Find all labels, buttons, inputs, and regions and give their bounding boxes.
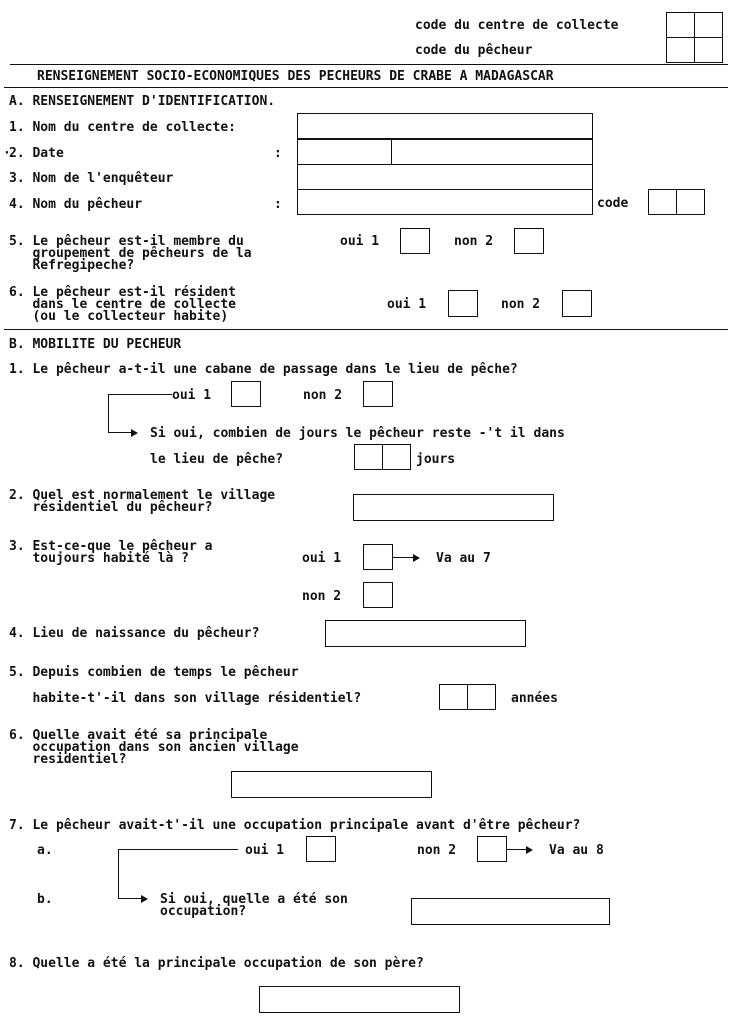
b-q3-non-checkbox[interactable] — [363, 582, 393, 608]
centre-code-box-1[interactable] — [666, 12, 695, 38]
a-q4-colon: : — [274, 197, 282, 212]
b-q1-bracket-bottom — [108, 432, 132, 433]
a-q4-code-label: code — [597, 196, 629, 211]
a-q6-oui-checkbox[interactable] — [448, 290, 478, 317]
b-q5-annees-label: années — [511, 691, 558, 706]
b-q1-followup: Si oui, combien de jours le pêcheur reste -'t il dans — [150, 426, 565, 441]
b-q8-pere-occupation-field[interactable] — [259, 986, 460, 1013]
b-q3-oui-checkbox[interactable] — [363, 544, 393, 570]
b-q7-a-label: a. — [37, 843, 53, 858]
a-q5-oui-checkbox[interactable] — [400, 228, 430, 254]
b-q7-occupation-field[interactable] — [411, 898, 610, 925]
b-q7-goto: Va au 8 — [549, 843, 604, 858]
b-q3-arrow-icon — [413, 554, 420, 562]
b-q7-goto-arrow-icon — [526, 846, 533, 854]
b-q7-b-line-1: Si oui, quelle a été son — [160, 892, 348, 907]
a-q1-label: 1. Nom du centre de collecte: — [9, 120, 236, 135]
a-q5-non-checkbox[interactable] — [514, 228, 544, 254]
b-q1-non-label: non 2 — [303, 388, 343, 403]
b-q7-bracket-bottom — [118, 898, 142, 899]
title-top-rule — [10, 64, 728, 65]
a-q4-pecheur-field[interactable] — [297, 189, 593, 215]
b-q6-occupation-field[interactable] — [231, 771, 432, 798]
b-q3-line-2: toujours habité là ? — [9, 551, 190, 566]
b-q4-label: 4. Lieu de naissance du pêcheur? — [9, 626, 260, 641]
section-divider — [4, 329, 728, 330]
pecheur-code-box-2[interactable] — [694, 37, 723, 63]
b-q3-arrow-line — [393, 557, 414, 558]
b-q8-label: 8. Quelle a été la principale occupation de son père? — [9, 956, 424, 971]
b-q5-annees-box-1[interactable] — [439, 684, 468, 710]
b-q7-arrow-icon — [141, 895, 148, 903]
pecheur-code-box-1[interactable] — [666, 37, 695, 63]
form-title: RENSEIGNEMENT SOCIO-ECONOMIQUES DES PECHEURS DE CRABE A MADAGASCAR — [37, 69, 554, 84]
b-q3-non-label: non 2 — [302, 589, 342, 604]
section-b-heading: B. MOBILITE DU PECHEUR — [9, 337, 182, 352]
b-q5-line-1: 5. Depuis combien de temps le pêcheur — [9, 665, 299, 680]
b-q1-oui-label: oui 1 — [172, 388, 212, 403]
b-q2-village-field[interactable] — [353, 494, 554, 521]
a-q2-date-field-1[interactable] — [297, 139, 393, 165]
b-q7-non-checkbox[interactable] — [477, 836, 507, 862]
b-q2-line-2: résidentiel du pêcheur? — [9, 500, 213, 515]
b-q6-line-1: 6. Quelle avait été sa principale — [9, 728, 268, 743]
b-q5-line-2: habite-t'-il dans son village résidentiel? — [9, 691, 362, 706]
b-q1-jours-box-2[interactable] — [382, 444, 411, 470]
a-q5-line-1: 5. Le pêcheur est-il membre du — [9, 234, 244, 249]
a-q6-non-label: non 2 — [501, 297, 541, 312]
a-q6-line-2: dans le centre de collecte — [9, 297, 236, 312]
b-q3-oui-label: oui 1 — [302, 551, 342, 566]
b-q3-line-1: 3. Est-ce-que le pêcheur a — [9, 539, 213, 554]
b-q4-naissance-field[interactable] — [325, 620, 526, 647]
b-q1-arrow-icon — [131, 429, 138, 437]
title-bottom-rule — [4, 87, 728, 88]
section-a-heading: A. RENSEIGNEMENT D'IDENTIFICATION. — [9, 94, 276, 109]
a-q4-code-box-1[interactable] — [648, 189, 677, 215]
a-q2-mark: · — [3, 146, 11, 161]
b-q7-label: 7. Le pêcheur avait-t'-il une occupation principale avant d'être pêcheur? — [9, 818, 581, 833]
b-q7-oui-label: oui 1 — [245, 843, 285, 858]
pecheur-code-label: code du pêcheur — [415, 43, 533, 58]
a-q5-oui-label: oui 1 — [340, 234, 380, 249]
a-q4-label: 4. Nom du pêcheur — [9, 197, 143, 212]
a-q3-enqueteur-field[interactable] — [297, 164, 593, 190]
b-q5-annees-box-2[interactable] — [467, 684, 496, 710]
a-q6-line-3: (ou le collecteur habite) — [9, 309, 229, 324]
b-q6-line-2: occupation dans son ancien village — [9, 740, 299, 755]
a-q5-non-label: non 2 — [454, 234, 494, 249]
a-q2-colon: : — [274, 146, 282, 161]
b-q1-jours-box-1[interactable] — [354, 444, 383, 470]
a-q5-line-3: Refregipeche? — [9, 258, 135, 273]
b-q7-b-line-2: occupation? — [160, 904, 247, 919]
centre-code-label: code du centre de collecte — [415, 18, 619, 33]
a-q2-label: 2. Date — [9, 146, 64, 161]
a-q1-centre-field[interactable] — [297, 113, 593, 139]
centre-code-box-2[interactable] — [694, 12, 723, 38]
b-q7-b-label: b. — [37, 892, 53, 907]
a-q2-date-field-2[interactable] — [391, 139, 593, 165]
b-q7-bracket-side — [118, 849, 119, 899]
b-q1-non-checkbox[interactable] — [363, 381, 393, 407]
b-q1-jours-label: jours — [416, 452, 456, 467]
a-q6-oui-label: oui 1 — [387, 297, 427, 312]
a-q6-non-checkbox[interactable] — [562, 290, 592, 317]
a-q4-code-box-2[interactable] — [676, 189, 705, 215]
b-q6-line-3: residentiel? — [9, 752, 127, 767]
b-q1-bracket-side — [108, 394, 109, 433]
a-q3-label: 3. Nom de l'enquêteur — [9, 171, 174, 186]
b-q7-non-label: non 2 — [417, 843, 457, 858]
b-q7-arrow-line — [507, 849, 527, 850]
b-q1-oui-checkbox[interactable] — [231, 381, 261, 407]
b-q7-oui-checkbox[interactable] — [306, 836, 336, 862]
b-q1-followup-2: le lieu de pêche? — [150, 452, 284, 467]
b-q3-goto: Va au 7 — [436, 551, 491, 566]
b-q1-label: 1. Le pêcheur a-t-il une cabane de passage dans le lieu de pêche? — [9, 362, 518, 377]
b-q7-bracket-top — [118, 849, 238, 850]
a-q6-line-1: 6. Le pêcheur est-il résident — [9, 285, 236, 300]
a-q5-line-2: groupement de pêcheurs de la — [9, 246, 252, 261]
b-q1-bracket-top — [108, 394, 172, 395]
b-q2-line-1: 2. Quel est normalement le village — [9, 488, 276, 503]
